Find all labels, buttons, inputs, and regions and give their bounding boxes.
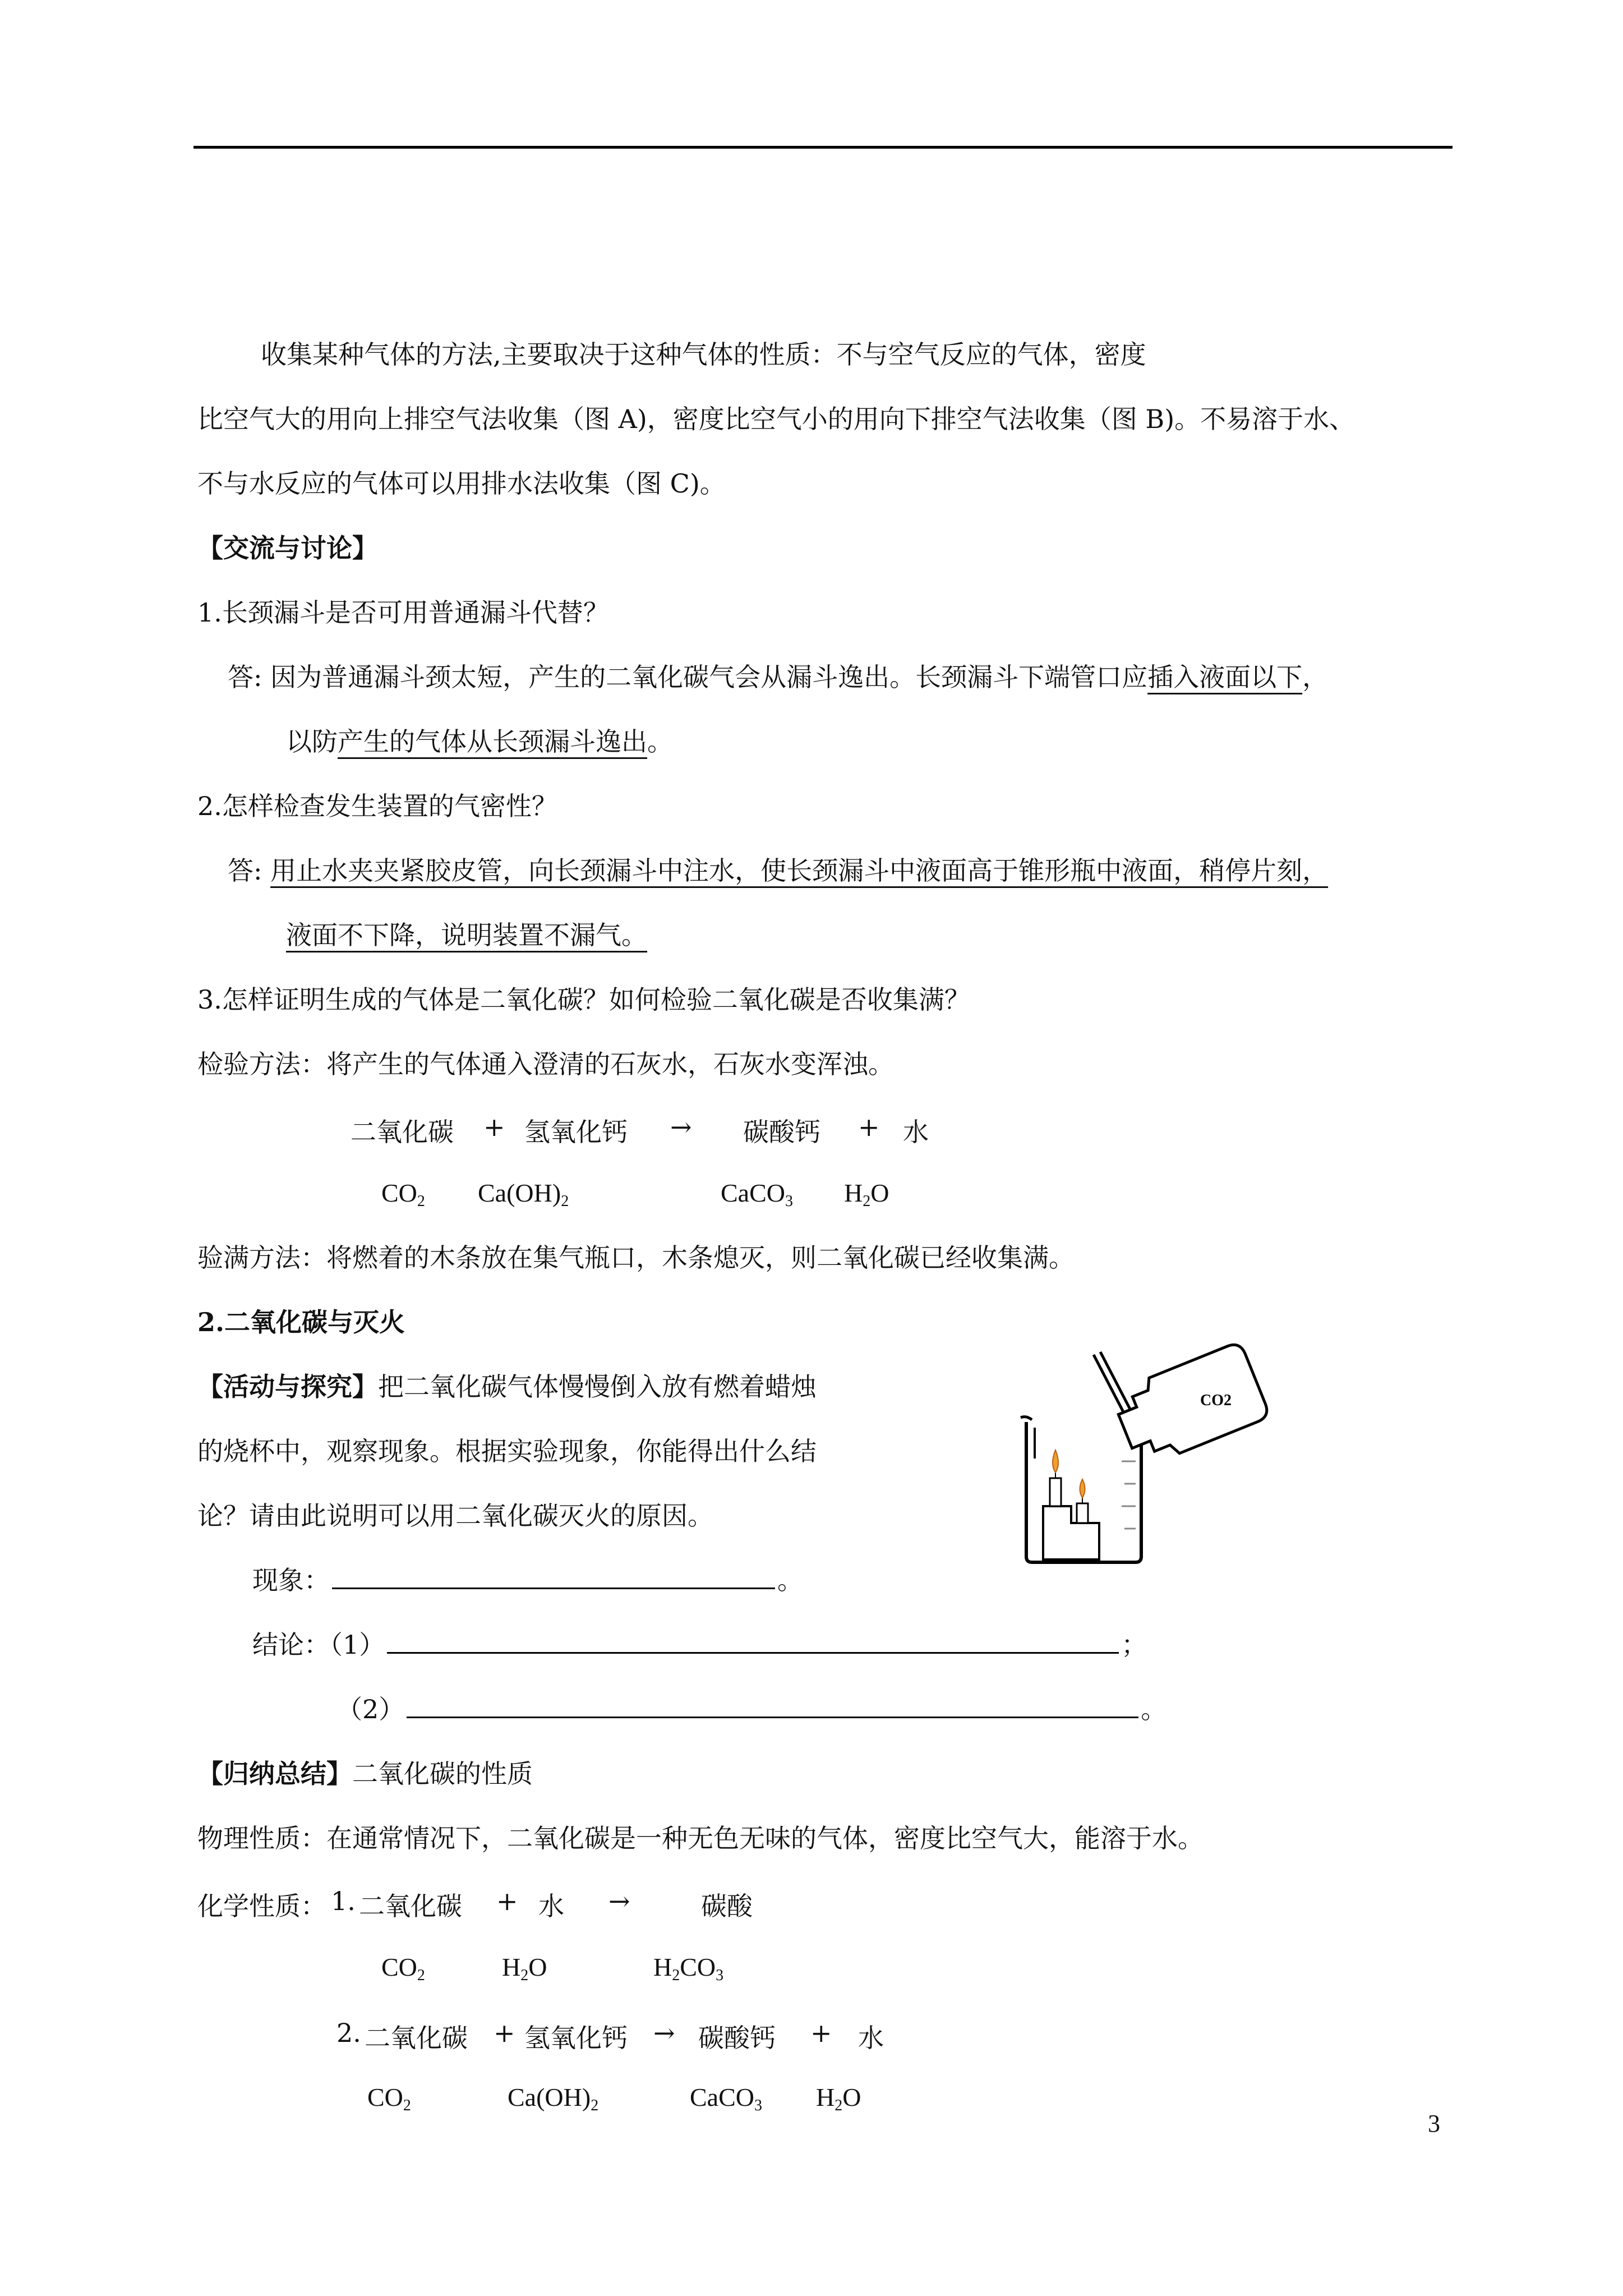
activity-text-1: 把二氧化碳气体慢慢倒入放有燃着蜡烛 <box>378 1372 817 1402</box>
r2-plus-2: + <box>810 2018 832 2048</box>
answer-2-underline-1: 用止水夹夹紧胶皮管，向长颈漏斗中注水，使长颈漏斗中液面高于锥形瓶中液面，稍停片刻， <box>270 855 1329 886</box>
answer-1-prefix-2: 以防 <box>286 726 338 757</box>
co2-candle-figure <box>1009 1321 1279 1568</box>
conclusion-label: 结论：（1） <box>252 1630 385 1660</box>
summary-line <box>197 1757 533 1791</box>
answer-1-end: 。 <box>647 726 673 757</box>
r2-formula-caoh2: $Ca(OH)_2$ <box>508 2083 599 2114</box>
r1-formula-h2o: $H_2O$ <box>502 1953 547 1984</box>
r2-num: 2. <box>336 2018 361 2048</box>
eq1-formula-h2o: $H_2O$ <box>844 1179 889 1210</box>
r1-word-h2co3: 碳酸 <box>701 1891 753 1921</box>
answer-2-underline-2: 液面不下降，说明装置不漏气。 <box>286 920 647 950</box>
answer-2-line-2 <box>286 918 647 952</box>
full-test-method: 验满方法：将燃着的木条放在集气瓶口，木条熄灭，则二氧化碳已经收集满。 <box>197 1243 1075 1273</box>
intro-line-3: 不与水反应的气体可以用排水法收集（图 C)。 <box>197 468 726 499</box>
conclusion-line-2 <box>336 1692 1166 1726</box>
r2-word-water: 水 <box>858 2023 884 2053</box>
page-number: 3 <box>1428 2110 1440 2137</box>
eq1-word-caoh2: 氢氧化钙 <box>524 1117 628 1147</box>
answer-1-line-1 <box>228 660 1328 694</box>
activity-heading: 【活动与探究】 <box>197 1372 378 1402</box>
answer-2-line-1 <box>228 854 1328 887</box>
r1-formula-h2co3: $H_2CO_3$ <box>653 1953 724 1984</box>
r2-formula-caco3: CaCO$_3$ <box>690 2083 762 2114</box>
conclusion-2-end: 。 <box>1141 1694 1167 1724</box>
answer-1-underline-2: 产生的气体从长颈漏斗逸出 <box>338 726 647 757</box>
eq1-arrow: → <box>670 1112 692 1142</box>
conclusion-1-end: ； <box>1121 1630 1147 1660</box>
r2-plus-1: + <box>494 2018 515 2048</box>
r2-word-caoh2: 氢氧化钙 <box>524 2023 628 2053</box>
intro-line-1: 收集某种气体的方法,主要取决于这种气体的性质：不与空气反应的气体，密度 <box>261 339 1146 370</box>
eq1-word-water: 水 <box>903 1117 929 1147</box>
answer-1-comma: ， <box>1302 662 1329 692</box>
answer-1-underline-1: 插入液面以下 <box>1147 662 1303 692</box>
eq1-formula-co2: $CO_2$ <box>381 1179 425 1210</box>
r1-word-water: 水 <box>538 1891 564 1921</box>
question-1: 1.长颈漏斗是否可用普通漏斗代替？ <box>197 597 609 628</box>
eq1-formula-caoh2: $Ca(OH)_2$ <box>478 1179 569 1210</box>
header-rule <box>193 146 1453 149</box>
r1-num: 1. <box>331 1886 356 1916</box>
eq1-plus-2: + <box>858 1112 880 1142</box>
r1-formula-co2: $CO_2$ <box>381 1953 425 1984</box>
r2-arrow: → <box>653 2018 675 2048</box>
activity-line-2: 的烧杯中，观察现象。根据实验现象，你能得出什么结 <box>197 1436 817 1466</box>
chem-label: 化学性质： <box>197 1891 326 1921</box>
figure-co2-label: CO2 <box>1200 1392 1232 1409</box>
summary-title: 二氧化碳的性质 <box>352 1759 533 1789</box>
eq1-word-caco3: 碳酸钙 <box>743 1117 820 1147</box>
phenomenon-blank[interactable] <box>332 1568 775 1589</box>
question-2: 2.怎样检查发生装置的气密性？ <box>197 791 557 821</box>
r1-word-co2: 二氧化碳 <box>359 1891 462 1921</box>
eq1-plus-1: + <box>483 1112 505 1142</box>
conclusion-1-blank[interactable] <box>387 1633 1119 1654</box>
conclusion-2-blank[interactable] <box>407 1697 1138 1718</box>
phenomenon-label: 现象： <box>252 1565 330 1595</box>
conclusion-2-label: （2） <box>336 1694 405 1724</box>
eq1-word-co2: 二氧化碳 <box>351 1117 454 1147</box>
eq1-formula-caco3: CaCO$_3$ <box>721 1179 793 1210</box>
activity-line-1 <box>197 1370 817 1404</box>
r2-formula-h2o: $H_2O$ <box>816 2083 861 2114</box>
physical-properties: 物理性质：在通常情况下，二氧化碳是一种无色无味的气体，密度比空气大，能溶于水。 <box>197 1823 1204 1853</box>
phenomenon-end: 。 <box>777 1565 803 1595</box>
discuss-heading: 【交流与讨论】 <box>197 533 378 563</box>
answer-2-prefix: 答: <box>228 855 271 886</box>
r2-formula-co2: $CO_2$ <box>367 2083 411 2114</box>
section-2-title: 2.二氧化碳与灭火 <box>197 1307 405 1337</box>
question-3: 3.怎样证明生成的气体是二氧化碳？如何检验二氧化碳是否收集满？ <box>197 984 970 1015</box>
r2-word-co2: 二氧化碳 <box>365 2023 468 2053</box>
phenomenon-line <box>252 1563 803 1597</box>
intro-line-2: 比空气大的用向上排空气法收集（图 A)，密度比空气小的用向下排空气法收集（图 B)。不易溶于水、 <box>197 404 1355 434</box>
answer-1-line-2 <box>286 725 673 758</box>
r2-word-caco3: 碳酸钙 <box>698 2023 776 2053</box>
r1-plus: + <box>496 1886 518 1916</box>
activity-line-3: 论？请由此说明可以用二氧化碳灭火的原因。 <box>197 1501 713 1531</box>
answer-1-text: 答: 因为普通漏斗颈太短，产生的二氧化碳气会从漏斗逸出。长颈漏斗下端管口应 <box>228 662 1148 692</box>
summary-heading: 【归纳总结】 <box>197 1759 352 1789</box>
r1-arrow: → <box>608 1886 630 1916</box>
conclusion-line-1 <box>252 1628 1147 1662</box>
test-method: 检验方法：将产生的气体通入澄清的石灰水，石灰水变浑浊。 <box>197 1049 894 1079</box>
